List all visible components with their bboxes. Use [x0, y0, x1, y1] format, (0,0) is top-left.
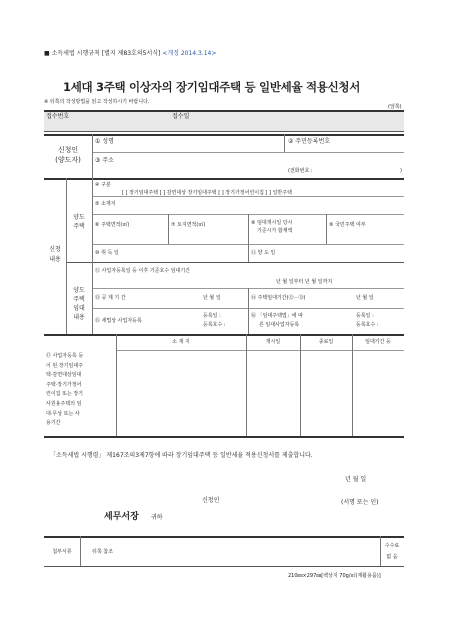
vline-area-1: [168, 214, 169, 244]
rental-act-label: ⑯ 「임대주택법」에 따: [251, 313, 303, 319]
rental-reg-date-label: 등록일 :: [356, 313, 374, 319]
date-line: 년 월 일: [345, 476, 367, 483]
rental-period-value: 년 월 일: [356, 295, 374, 301]
rule-top: [44, 110, 404, 112]
location-label: ⑤ 소재지: [95, 201, 116, 207]
revision-date: <개정 2014.3.14>: [162, 50, 217, 57]
column-end-date: 종료일: [318, 339, 334, 345]
description-line: 린이집 또는 장기: [46, 391, 83, 398]
description-line: 주택·장기가정어: [46, 381, 82, 388]
description-line: 택·감면대상임대: [46, 372, 82, 379]
rental-label-1: 양도: [73, 287, 85, 294]
vline-area-3: [326, 214, 327, 244]
rental-reg-no-label: 등록호수 :: [356, 322, 379, 328]
category-label: ④ 구분: [95, 182, 111, 188]
rental-label-3: 임대: [73, 305, 85, 312]
document-title: 1세대 3주택 이상자의 장기임대주택 등 일반세율 적용신청서: [63, 80, 361, 94]
rule-applicant-top: [44, 134, 404, 136]
rule-applicant-1: [92, 152, 404, 153]
paper-spec-footer: 210㎜×297㎜[백상지 70g/㎡(재활용품)]: [288, 573, 381, 579]
rule-row-5: [92, 196, 404, 197]
house-area-label: ⑥ 주택면적(㎡): [95, 222, 130, 228]
rental-act-label-2: 른 임대사업자등록: [259, 322, 300, 328]
column-start-date: 개시일: [265, 339, 281, 345]
tax-reg-date-label: 등록일 :: [203, 313, 221, 319]
rule-houses-header: [116, 350, 404, 351]
vline-rental: [248, 288, 249, 334]
applicant-sublabel: (양도자): [55, 156, 81, 164]
name-field-label: ① 성명: [95, 138, 114, 145]
exclusion-period-label: ⑬ 공 제 기 간: [95, 295, 126, 301]
rental-period-label: ⑭ 주택임대기간(⑫－⑬): [251, 295, 306, 301]
vline-dates: [248, 244, 249, 262]
column-rental-period: 임대기간 등: [365, 339, 391, 345]
attachment-label: 첨부서류: [52, 549, 72, 555]
law-reference: 소득세법 시행규칙 [별지 제83호의5서식]: [51, 50, 161, 57]
description-line: 용기간: [46, 420, 61, 427]
notice-text: ※ 뒤쪽의 작성방법을 읽고 작성하시기 바랍니다.: [44, 99, 150, 105]
transfer-sublabel: 주택: [73, 223, 85, 230]
applicant-label: 신청인: [57, 146, 79, 154]
rule-content-bottom: [44, 334, 404, 336]
rental-label-4: 내용: [73, 314, 85, 321]
exclusion-period-value: 년 월 일: [203, 295, 221, 301]
declaration-text: 「소득세법 시행령」 제167조의3제7항에 따라 장기임대주택 등 일반세율 적용신청서를 제출합니다.: [50, 452, 313, 459]
standard-price-label: ⑧ 임대개시일 당시: [251, 220, 293, 226]
transfer-label: 양도: [73, 214, 85, 221]
phone-close: ): [400, 168, 402, 174]
rule-attachment-bottom: [44, 566, 404, 567]
description-line: 사원용주택의 임: [46, 400, 82, 407]
acquired-date-label: ⑩ 취 득 일: [95, 250, 119, 256]
content-sublabel: 내용: [49, 256, 61, 263]
resident-number-label: ② 주민등록번호: [288, 138, 331, 145]
vline-name-resid: [284, 134, 285, 152]
fee-label: 수수료: [384, 543, 400, 549]
rule-receipt-bottom: [44, 131, 404, 132]
signer-label: 신청인: [202, 497, 220, 504]
vline-houses-1: [246, 334, 247, 436]
description-line: 이 된 장기임대주: [46, 362, 83, 369]
rule-transfer-bottom: [66, 262, 404, 263]
tax-reg-no-label: 등록호수 :: [203, 322, 226, 328]
addressee: 세무서장: [104, 512, 139, 522]
rule-applicant-bottom: [44, 178, 404, 180]
column-location: 소 재 지: [172, 339, 190, 345]
category-options[interactable]: [ ] 장기임대주택 [ ] 감면대상 장기임대주택 [ ] 장기가정어린이집 [ ] 일반주택: [122, 190, 292, 196]
description-line: ⑰ 사업자등록 등: [46, 353, 84, 359]
addressee-suffix: 귀하: [151, 514, 163, 521]
land-area-label: ⑦ 토지면적(㎡): [171, 222, 206, 228]
rule-attachment-top: [44, 536, 404, 538]
other-houses-description: [46, 352, 114, 429]
rule-houses-bottom: [44, 436, 404, 438]
address-label: ③ 주소: [95, 157, 114, 164]
vline-attach-1: [80, 536, 81, 566]
vline-houses-2: [300, 334, 301, 436]
period-basis-value: 년 월 일부터 년 월 일까지: [276, 279, 333, 285]
content-label: 신청: [49, 246, 61, 253]
receipt-number-label: 접수번호: [46, 113, 70, 120]
vline-area-2: [248, 214, 249, 244]
period-basis-label: ⑫ 사업자등록일 등 이후 기준호수 임대기간: [95, 268, 191, 274]
receipt-row: [44, 111, 404, 131]
receipt-date-label: 접수일: [172, 113, 190, 120]
vline-subsection: [92, 178, 93, 334]
signature-hint: (서명 또는 인): [341, 499, 379, 506]
page-side-label: (앞쪽): [388, 104, 402, 110]
fee-value: 없 음: [386, 554, 398, 560]
vline-houses-desc: [116, 334, 117, 436]
header-bullet: ■: [44, 50, 50, 57]
phone-label: (전화번호 :: [288, 168, 313, 174]
vline-attach-2: [380, 536, 381, 566]
vline-applicant: [92, 134, 93, 178]
rental-label-2: 주택: [73, 296, 85, 303]
standard-price-label-2: 기준시가 합계액: [257, 228, 293, 234]
attachment-value: 뒤쪽 참조: [92, 549, 113, 555]
transfer-date-label: ⑪ 양 도 일: [251, 250, 276, 256]
description-line: 대·무상 또는 사: [46, 410, 80, 417]
tax-registration-label: ⑮ 세법상 사업자등록: [95, 318, 142, 324]
vline-houses-3: [352, 334, 353, 436]
national-housing-label: ⑨ 국민주택 여부: [329, 222, 366, 228]
form-header: [44, 50, 216, 57]
